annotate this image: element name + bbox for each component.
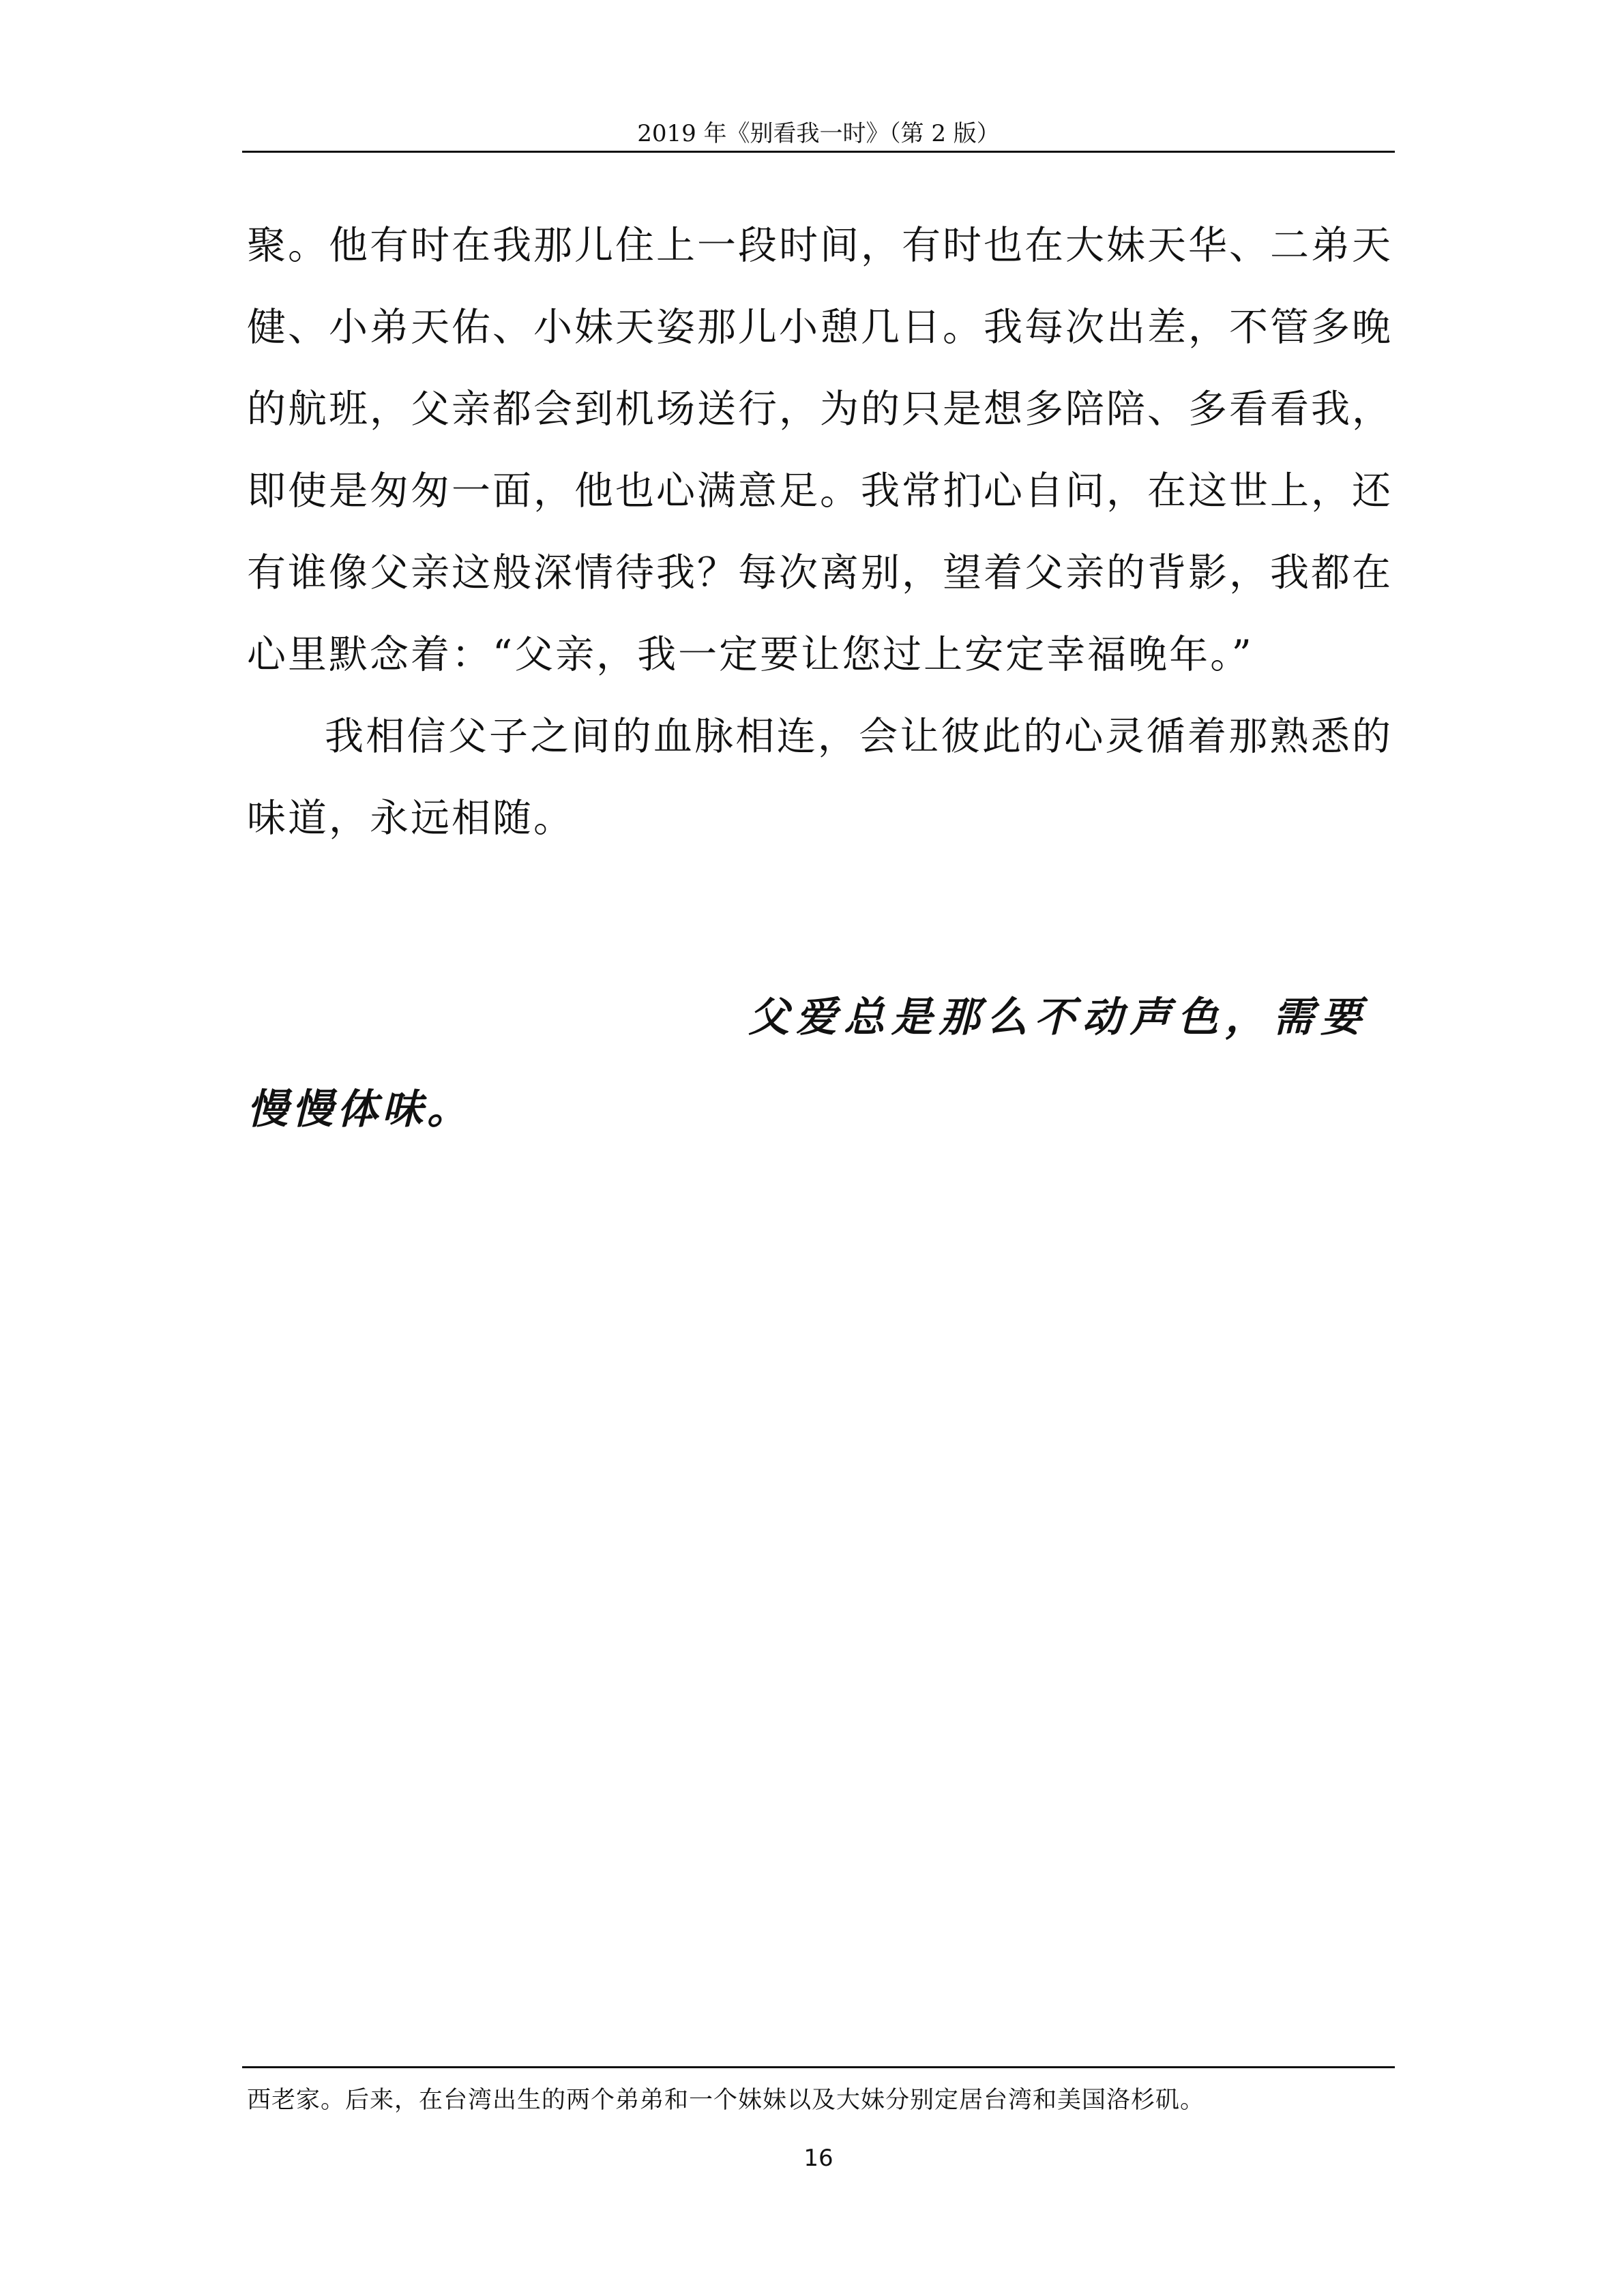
paragraph: 我相信父子之间的血脉相连，会让彼此的心灵循着那熟悉的味道，永远相随。	[247, 714, 1393, 841]
paragraph-continued: 聚。他有时在我那儿住上一段时间，有时也在大妹天华、二弟天健、小弟天佑、小妹天姿那儿小憩几日。我每次出差，不管多晚的航班，父亲都会到机场送行，为的只是想多陪陪、多看看我，即使是匆匆一面，他也心满意足。我常扪心自问，在这世上，还有谁像父亲这般深情待我？每次离别，望着父亲的背影，我都在心里默念着：“父亲，我一定要让您过上安定幸福晚年。”	[247, 223, 1393, 677]
footnote: 西老家。后来，在台湾出生的两个弟弟和一个妹妹以及大妹分别定居台湾和美国洛杉矶。	[247, 2087, 1205, 2114]
closing-quote: 父爱总是那么不动声色，需要慢慢体味。	[247, 994, 1365, 1133]
main-text	[247, 205, 1393, 859]
page-number: 16	[803, 2145, 833, 2172]
running-header: 2019 年《别看我一时》（第 2 版）	[637, 120, 1000, 147]
header-divider	[242, 151, 1395, 153]
footnote-divider	[242, 2066, 1395, 2068]
